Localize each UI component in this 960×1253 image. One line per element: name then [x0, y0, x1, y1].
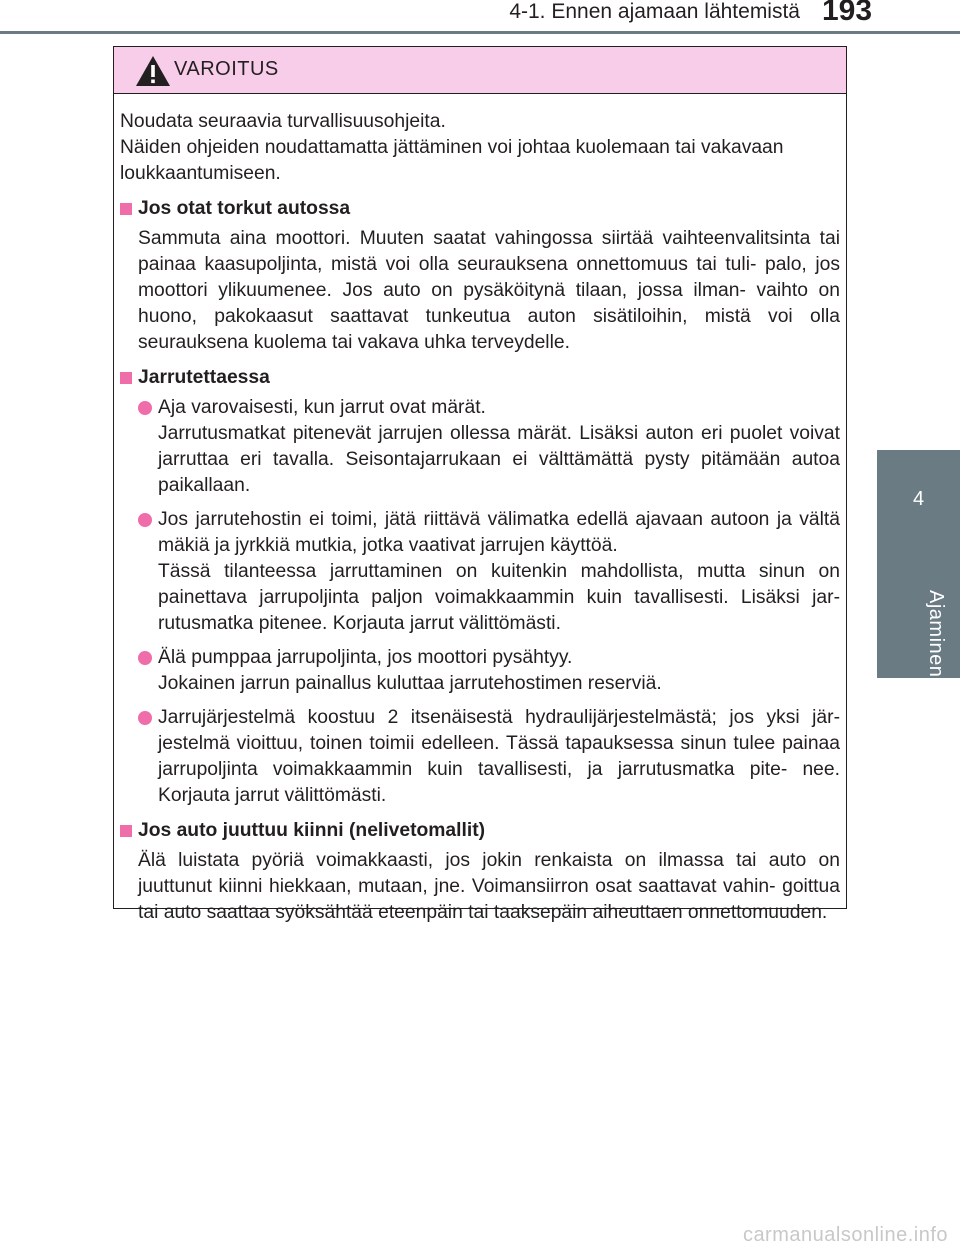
bullet-lead: Älä pumppaa jarrupoljinta, jos moottori pysähtyy.	[158, 647, 573, 668]
bullet-lead: Jarrujärjestelmä koostuu 2 itsenäisestä hydraulijärjestelmästä; jos yksi jär- jestelmä vioittuu, toinen toimii edelleen. Tässä tapauksessa sinun tulee painaa jarrupoljinta voimakkaammin kuin tavallisesti, ja jarrutusmatka pite- nee. Korjauta jarrut välittömästi.	[158, 707, 840, 806]
header-rule	[0, 31, 960, 34]
warning-header	[114, 47, 846, 94]
bullet-lead: Aja varovaisesti, kun jarrut ovat märät.	[158, 397, 486, 418]
warning-box	[113, 46, 847, 923]
section-title: 4-1. Ennen ajamaan lähtemistä	[509, 0, 800, 23]
square-bullet-icon	[120, 825, 132, 837]
round-bullet-icon	[138, 513, 152, 527]
bullet-item	[120, 705, 840, 809]
square-bullet-icon	[120, 372, 132, 384]
section-stuck	[120, 818, 840, 926]
round-bullet-icon	[138, 711, 152, 725]
warning-intro	[120, 109, 840, 187]
warning-triangle-icon	[135, 55, 171, 87]
intro-line: Noudata seuraavia turvallisuusohjeita.	[120, 111, 446, 132]
round-bullet-icon	[138, 401, 152, 415]
section-heading: Jarrutettaessa	[120, 365, 840, 391]
bullet-detail: Jarrutusmatkat pitenevät jarrujen ollessa märät. Lisäksi auton eri puolet voivat jarruttaa eri tavalla. Seisontajarrukaan ei välttämättä pysty pitämään autoa paikallaan.	[158, 423, 840, 496]
section-heading: Jos auto juuttuu kiinni (nelivetomallit)	[120, 818, 840, 844]
bullet-item	[120, 395, 840, 499]
intro-line: Näiden ohjeiden noudattamatta jättäminen voi johtaa kuolemaan tai vakavaan loukkaantumiseen.	[120, 137, 784, 184]
round-bullet-icon	[138, 651, 152, 665]
chapter-tab[interactable]	[877, 450, 960, 678]
bullet-detail: Jokainen jarrun painallus kuluttaa jarrutehostimen reserviä.	[158, 673, 662, 694]
page-number: 193	[822, 0, 873, 27]
chapter-number: 4	[912, 488, 925, 510]
running-header	[420, 0, 800, 28]
bullet-item	[120, 645, 840, 697]
chapter-label: Ajaminen	[925, 590, 947, 678]
warning-title: VAROITUS	[174, 58, 279, 80]
section-napping	[120, 196, 840, 356]
section-braking	[120, 365, 840, 809]
section-body: Älä luistata pyöriä voimakkaasti, jos jokin renkaista on ilmassa tai auto on juuttunut kiinni hiekkaan, mutaan, jne. Voimansiirron osat saattavat vahin- goittua tai auto saattaa syöksähtää eteenpäin tai taaksepäin aiheuttaen onnettomuuden.	[138, 850, 840, 923]
warning-content	[120, 109, 840, 926]
bullet-item	[120, 507, 840, 637]
section-body: Sammuta aina moottori. Muuten saatat vahingossa siirtää vaihteenvalitsinta tai painaa kaasupoljinta, mistä voi olla seurauksena onnettomuus tai tuli- palo, jos moottori ylikuumenee. Jos auto on pysäköitynä tilaan, jossa ilman- vaihto on huono, pakokaasut saattavat tunkeutua auton sisätiloihin, mistä voi olla seurauksena kuolema tai vakava uhka terveydelle.	[138, 228, 840, 353]
bullet-lead: Jos jarrutehostin ei toimi, jätä riittävä välimatka edellä ajavaan autoon ja vältä mäkiä ja jyrkkiä mutkia, jotka vaativat jarrujen käyttöä.	[158, 509, 840, 556]
square-bullet-icon	[120, 203, 132, 215]
bullet-detail: Tässä tilanteessa jarruttaminen on kuitenkin mahdollista, mutta sinun on painettava jarrupoljinta paljon voimakkaammin kuin tavallisesti. Lisäksi jar- rutusmatka pitenee. Korjauta jarrut välittömästi.	[158, 561, 840, 634]
watermark: carmanualsonline.info	[742, 1224, 948, 1246]
section-heading: Jos otat torkut autossa	[120, 196, 840, 222]
